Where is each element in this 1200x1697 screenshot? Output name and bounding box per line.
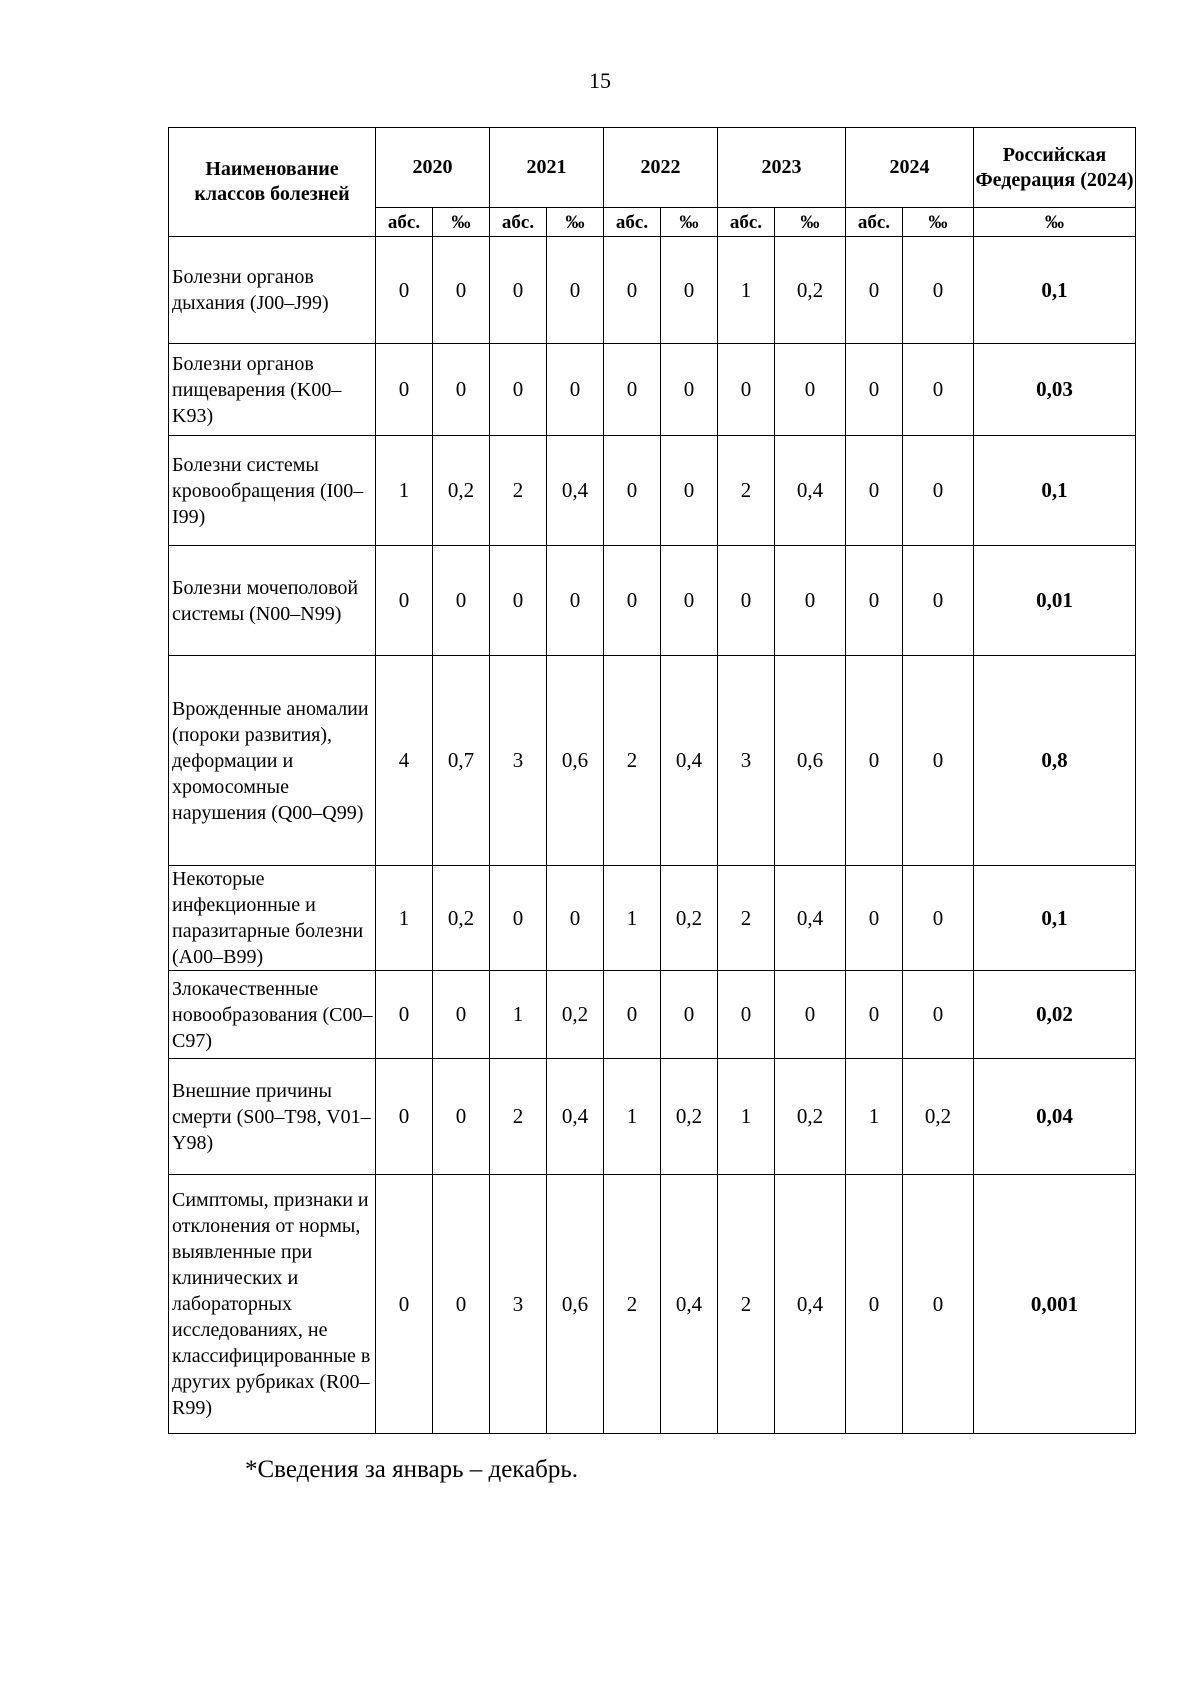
disease-class-name: Болезни системы кровообращения (I00–I99)	[169, 436, 376, 546]
permille-value-cell: 0	[903, 866, 974, 971]
abs-value-cell: 0	[846, 344, 903, 436]
permille-value-cell: 0	[433, 971, 490, 1059]
header-abs: абс.	[846, 208, 903, 237]
permille-value-cell: 0	[661, 546, 718, 656]
abs-value-cell: 0	[490, 344, 547, 436]
abs-value-cell: 0	[376, 344, 433, 436]
abs-value-cell: 0	[604, 436, 661, 546]
permille-value-cell: 0,4	[775, 1175, 846, 1434]
abs-value-cell: 2	[718, 1175, 775, 1434]
rf-value-cell: 0,1	[974, 866, 1136, 971]
permille-value-cell: 0	[661, 237, 718, 344]
abs-value-cell: 0	[604, 971, 661, 1059]
abs-value-cell: 2	[604, 656, 661, 866]
abs-value-cell: 0	[376, 1059, 433, 1175]
permille-value-cell: 0,2	[661, 1059, 718, 1175]
header-year: 2021	[490, 128, 604, 208]
abs-value-cell: 0	[846, 436, 903, 546]
abs-value-cell: 1	[718, 1059, 775, 1175]
abs-value-cell: 4	[376, 656, 433, 866]
permille-value-cell: 0	[775, 546, 846, 656]
abs-value-cell: 3	[490, 1175, 547, 1434]
disease-class-name: Болезни органов пищеварения (K00–K93)	[169, 344, 376, 436]
header-abs: абс.	[490, 208, 547, 237]
header-rf-unit: ‰	[974, 208, 1136, 237]
permille-value-cell: 0,4	[547, 436, 604, 546]
disease-class-name: Злокачественные новообразования (C00–C97)	[169, 971, 376, 1059]
permille-value-cell: 0	[903, 1175, 974, 1434]
page-number: 15	[589, 68, 611, 93]
abs-value-cell: 0	[490, 237, 547, 344]
table-row	[169, 971, 1136, 1059]
rf-value-cell: 0,001	[974, 1175, 1136, 1434]
rf-value-cell: 0,01	[974, 546, 1136, 656]
permille-value-cell: 0,4	[547, 1059, 604, 1175]
permille-value-cell: 0,6	[775, 656, 846, 866]
permille-value-cell: 0	[433, 546, 490, 656]
abs-value-cell: 0	[376, 1175, 433, 1434]
header-year: 2020	[376, 128, 490, 208]
permille-value-cell: 0	[903, 344, 974, 436]
permille-value-cell: 0,2	[547, 971, 604, 1059]
abs-value-cell: 1	[490, 971, 547, 1059]
abs-value-cell: 1	[718, 237, 775, 344]
permille-value-cell: 0	[775, 971, 846, 1059]
abs-value-cell: 3	[490, 656, 547, 866]
table-body	[169, 237, 1136, 1434]
abs-value-cell: 0	[376, 546, 433, 656]
header-abs: абс.	[604, 208, 661, 237]
permille-value-cell: 0,2	[433, 866, 490, 971]
disease-class-name: Внешние причины смерти (S00–T98, V01–Y98)	[169, 1059, 376, 1175]
table-row	[169, 1059, 1136, 1175]
header-permille: ‰	[433, 208, 490, 237]
disease-class-name: Некоторые инфекционные и паразитарные болезни (A00–B99)	[169, 866, 376, 971]
abs-value-cell: 1	[604, 1059, 661, 1175]
header-permille: ‰	[661, 208, 718, 237]
header-permille: ‰	[903, 208, 974, 237]
permille-value-cell: 0,2	[433, 436, 490, 546]
abs-value-cell: 0	[846, 866, 903, 971]
permille-value-cell: 0,2	[903, 1059, 974, 1175]
abs-value-cell: 1	[376, 866, 433, 971]
rf-value-cell: 0,04	[974, 1059, 1136, 1175]
abs-value-cell: 0	[846, 971, 903, 1059]
permille-value-cell: 0	[903, 656, 974, 866]
abs-value-cell: 0	[846, 656, 903, 866]
abs-value-cell: 1	[376, 436, 433, 546]
header-rf: Российская Федерация (2024)	[974, 128, 1136, 208]
permille-value-cell: 0,4	[661, 656, 718, 866]
rf-value-cell: 0,03	[974, 344, 1136, 436]
table-row	[169, 237, 1136, 344]
abs-value-cell: 0	[846, 237, 903, 344]
table-row	[169, 1175, 1136, 1434]
abs-value-cell: 3	[718, 656, 775, 866]
rf-value-cell: 0,02	[974, 971, 1136, 1059]
permille-value-cell: 0,4	[661, 1175, 718, 1434]
abs-value-cell: 0	[376, 971, 433, 1059]
abs-value-cell: 2	[490, 436, 547, 546]
permille-value-cell: 0	[903, 436, 974, 546]
disease-class-name: Болезни мочеполовой системы (N00–N99)	[169, 546, 376, 656]
permille-value-cell: 0	[775, 344, 846, 436]
header-name: Наименование классов болезней	[169, 128, 376, 237]
abs-value-cell: 0	[718, 546, 775, 656]
permille-value-cell: 0	[547, 546, 604, 656]
mortality-table	[168, 127, 1136, 1434]
abs-value-cell: 0	[846, 546, 903, 656]
disease-class-name: Болезни органов дыхания (J00–J99)	[169, 237, 376, 344]
permille-value-cell: 0	[547, 344, 604, 436]
permille-value-cell: 0	[903, 546, 974, 656]
permille-value-cell: 0,4	[775, 866, 846, 971]
table-row	[169, 436, 1136, 546]
abs-value-cell: 1	[604, 866, 661, 971]
permille-value-cell: 0	[903, 971, 974, 1059]
header-year: 2024	[846, 128, 974, 208]
permille-value-cell: 0	[547, 866, 604, 971]
abs-value-cell: 0	[376, 237, 433, 344]
header-permille: ‰	[547, 208, 604, 237]
permille-value-cell: 0	[433, 1175, 490, 1434]
header-abs: абс.	[718, 208, 775, 237]
header-permille: ‰	[775, 208, 846, 237]
permille-value-cell: 0	[547, 237, 604, 344]
permille-value-cell: 0	[661, 436, 718, 546]
permille-value-cell: 0	[661, 344, 718, 436]
abs-value-cell: 0	[718, 344, 775, 436]
abs-value-cell: 0	[604, 546, 661, 656]
abs-value-cell: 0	[604, 344, 661, 436]
rf-value-cell: 0,1	[974, 237, 1136, 344]
table-row	[169, 546, 1136, 656]
abs-value-cell: 0	[846, 1175, 903, 1434]
table-row	[169, 344, 1136, 436]
table-row	[169, 866, 1136, 971]
abs-value-cell: 0	[490, 866, 547, 971]
abs-value-cell: 0	[718, 971, 775, 1059]
permille-value-cell: 0	[661, 971, 718, 1059]
abs-value-cell: 2	[604, 1175, 661, 1434]
abs-value-cell: 0	[604, 237, 661, 344]
rf-value-cell: 0,1	[974, 436, 1136, 546]
disease-class-name: Симптомы, признаки и отклонения от нормы, выявленные при клинических и лабораторных исследованиях, не классифицированные в других рубриках (R00–R99)	[169, 1175, 376, 1434]
rf-value-cell: 0,8	[974, 656, 1136, 866]
header-year: 2023	[718, 128, 846, 208]
permille-value-cell: 0	[433, 344, 490, 436]
permille-value-cell: 0,2	[775, 237, 846, 344]
abs-value-cell: 0	[490, 546, 547, 656]
disease-class-name: Врожденные аномалии (пороки развития), деформации и хромосомные нарушения (Q00–Q99)	[169, 656, 376, 866]
footnote: *Сведения за январь – декабрь.	[245, 1456, 579, 1483]
abs-value-cell: 2	[718, 866, 775, 971]
table-row	[169, 656, 1136, 866]
permille-value-cell: 0,2	[775, 1059, 846, 1175]
permille-value-cell: 0,6	[547, 656, 604, 866]
permille-value-cell: 0,7	[433, 656, 490, 866]
abs-value-cell: 1	[846, 1059, 903, 1175]
permille-value-cell: 0	[433, 237, 490, 344]
permille-value-cell: 0,2	[661, 866, 718, 971]
permille-value-cell: 0	[903, 237, 974, 344]
header-abs: абс.	[376, 208, 433, 237]
abs-value-cell: 2	[718, 436, 775, 546]
permille-value-cell: 0,6	[547, 1175, 604, 1434]
abs-value-cell: 2	[490, 1059, 547, 1175]
permille-value-cell: 0,4	[775, 436, 846, 546]
header-year: 2022	[604, 128, 718, 208]
permille-value-cell: 0	[433, 1059, 490, 1175]
